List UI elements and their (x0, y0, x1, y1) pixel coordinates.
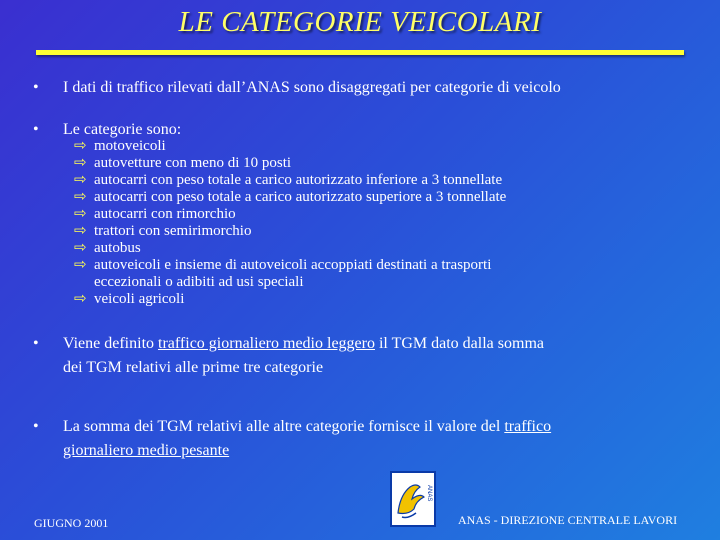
category-item-continuation: eccezionali o adibiti ad usi speciali (94, 274, 304, 290)
svg-text:ANAS: ANAS (426, 485, 432, 502)
category-item: ⇨ autobus (74, 240, 141, 256)
anas-logo (390, 471, 436, 527)
footer-date: GIUGNO 2001 (34, 516, 109, 530)
arrow-right-icon: ⇨ (74, 257, 87, 273)
arrow-right-icon: ⇨ (74, 189, 87, 205)
bullet-2-intro: Le categorie sono: (63, 121, 182, 138)
category-item: ⇨ autovetture con meno di 10 posti (74, 155, 292, 171)
bullet-dot-icon: • (33, 79, 39, 96)
anas-logo-icon (392, 473, 434, 525)
footer-org: ANAS - DIREZIONE CENTRALE LAVORI (458, 513, 678, 527)
arrow-right-icon: ⇨ (74, 172, 87, 188)
term-tgm-leggero: traffico giornaliero medio leggero (158, 335, 375, 352)
category-item: ⇨ autocarri con peso totale a carico autorizzato inferiore a 3 tonnellate (74, 172, 503, 188)
category-item: ⇨ trattori con semirimorchio (74, 223, 252, 239)
bullet-dot-icon: • (33, 418, 39, 435)
bullet-1-text: I dati di traffico rilevati dall’ANAS sono disaggregati per categorie di veicolo (63, 79, 561, 96)
arrow-right-icon: ⇨ (74, 206, 87, 222)
category-item: ⇨ autocarri con rimorchio (74, 206, 236, 222)
category-item: ⇨ autocarri con peso totale a carico autorizzato superiore a 3 tonnellate (74, 189, 507, 205)
page-title: LE CATEGORIE VEICOLARI (178, 6, 542, 38)
arrow-right-icon: ⇨ (74, 240, 87, 256)
bullet-dot-icon: • (33, 335, 39, 352)
title-underline (36, 50, 684, 55)
category-item: ⇨ veicoli agricoli (74, 291, 185, 307)
category-item: ⇨ motoveicoli (74, 138, 166, 154)
term-tgm-pesante-cont: giornaliero medio pesante (63, 442, 230, 459)
bullet-dot-icon: • (33, 121, 39, 138)
arrow-right-icon: ⇨ (74, 138, 87, 154)
arrow-right-icon: ⇨ (74, 155, 87, 171)
term-tgm-pesante: traffico (504, 418, 552, 435)
arrow-right-icon: ⇨ (74, 223, 87, 239)
arrow-right-icon: ⇨ (74, 291, 87, 307)
category-item: ⇨ autoveicoli e insieme di autoveicoli accoppiati destinati a trasporti (74, 257, 492, 273)
